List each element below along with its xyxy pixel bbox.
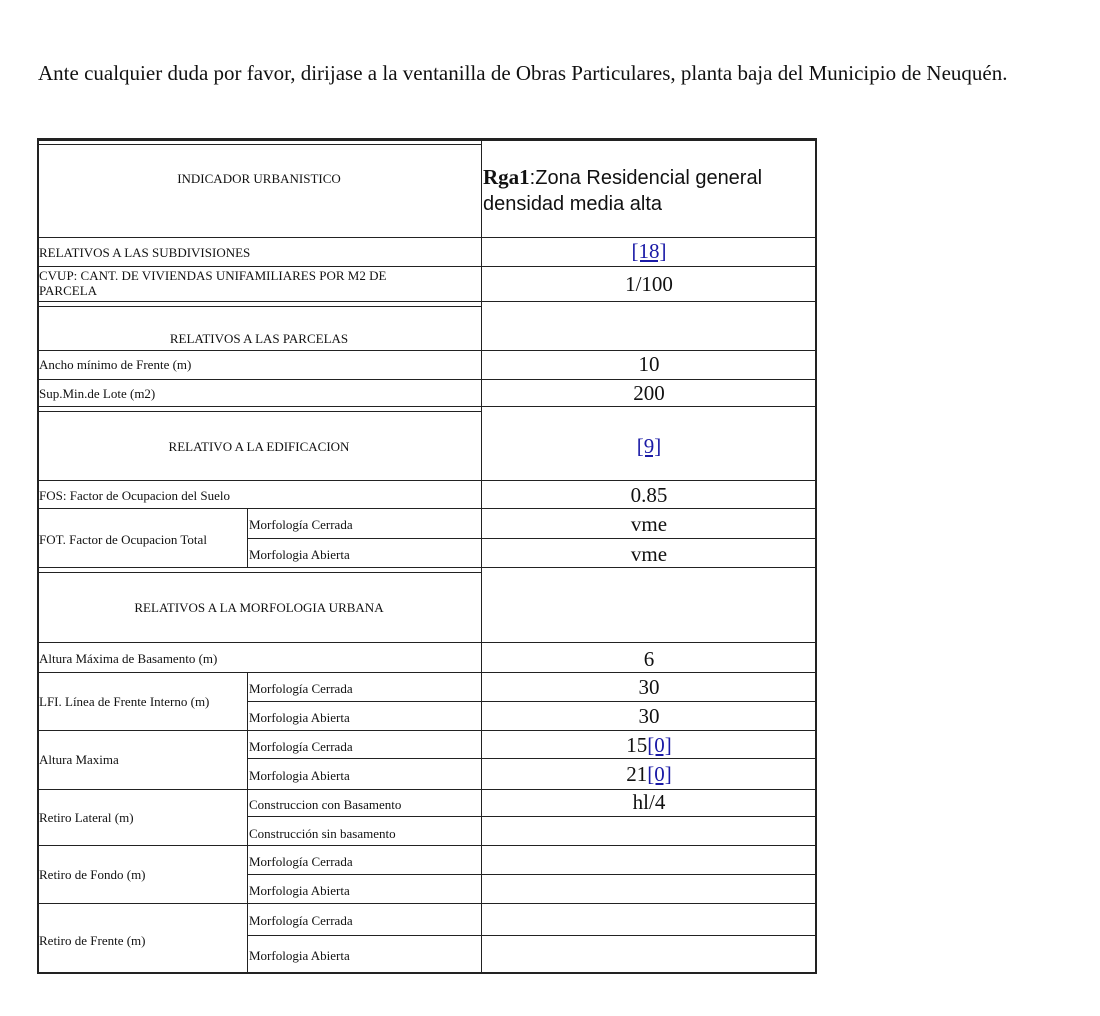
zone-title — [483, 164, 762, 191]
fot-label: FOT. Factor de Ocupacion Total — [39, 532, 207, 547]
retiro-frente-label: Retiro de Frente (m) — [39, 933, 146, 948]
edificacion-ref-cell — [481, 434, 817, 458]
row-line — [247, 816, 817, 817]
cvup-label-line1: CVUP: CANT. DE VIVIENDAS UNIFAMILIARES POR M2 DE — [39, 268, 387, 283]
row-line — [37, 730, 817, 731]
fos-label: FOS: Factor de Ocupacion del Suelo — [39, 488, 230, 503]
zone-description-line2: densidad media alta — [483, 193, 663, 215]
section-double-line — [37, 306, 481, 307]
row-line — [247, 874, 817, 875]
intro-paragraph: Ante cualquier duda por favor, dirijase a la ventanilla de Obras Particulares, planta baja del Municipio de Neuquén. — [38, 61, 1008, 85]
row-line — [37, 350, 817, 351]
lfi-label: LFI. Línea de Frente Interno (m) — [39, 694, 210, 709]
altura-cerrada-value: 15 — [626, 733, 648, 757]
altura-abierta-cell — [481, 762, 817, 786]
row-line — [37, 672, 817, 673]
ancho-frente-value: 10 — [638, 352, 660, 376]
altura-abierta-value: 21 — [626, 762, 648, 786]
rfr-abierta-label: Morfologia Abierta — [249, 948, 350, 963]
row-line — [247, 935, 817, 936]
section-double-line — [37, 572, 481, 573]
fot-abierta-label: Morfologia Abierta — [249, 547, 350, 562]
subdivisiones-label: RELATIVOS A LAS SUBDIVISIONES — [39, 245, 251, 260]
zone-description: :Zona Residencial general — [529, 167, 763, 189]
row-line — [37, 379, 817, 380]
basamento-label: Altura Máxima de Basamento (m) — [39, 651, 218, 666]
row-line — [37, 567, 817, 568]
lfi-abierta-value: 30 — [638, 704, 660, 728]
basamento-value: 6 — [643, 647, 655, 671]
section-double-line — [37, 411, 481, 412]
altura-cerrada-label: Morfología Cerrada — [249, 739, 353, 754]
subcolumn-divider-morph — [247, 672, 248, 974]
subdivisiones-ref-cell — [481, 239, 817, 263]
row-line — [37, 406, 817, 407]
retiro-fondo-label: Retiro de Fondo (m) — [39, 867, 146, 882]
ancho-frente-label: Ancho mínimo de Frente (m) — [39, 357, 192, 372]
row-line — [37, 642, 817, 643]
fot-cerrada-value: vme — [630, 512, 668, 536]
header-double-line — [37, 144, 481, 145]
rf-cerrada-label: Morfología Cerrada — [249, 854, 353, 869]
row-line — [37, 480, 817, 481]
indicator-header: INDICADOR URBANISTICO — [177, 171, 341, 186]
fot-abierta-value: vme — [630, 542, 668, 566]
fos-value: 0.85 — [630, 483, 668, 507]
rl-sin-basamento-label: Construcción sin basamento — [249, 826, 396, 841]
table-border-left — [37, 138, 39, 974]
fot-cerrada-label: Morfología Cerrada — [249, 517, 353, 532]
rl-con-basamento-label: Construccion con Basamento — [249, 797, 402, 812]
edificacion-ref-link[interactable]: [9] — [636, 434, 662, 458]
retiro-lateral-label: Retiro Lateral (m) — [39, 810, 134, 825]
rl-con-basamento-value: hl/4 — [632, 790, 666, 814]
table-border-top — [37, 138, 817, 141]
row-line — [37, 237, 817, 238]
row-line — [37, 903, 817, 904]
altura-abierta-label: Morfologia Abierta — [249, 768, 350, 783]
lfi-cerrada-value: 30 — [638, 675, 660, 699]
altura-maxima-label: Altura Maxima — [39, 752, 119, 767]
row-line — [247, 758, 817, 759]
altura-cerrada-ref-link[interactable]: [0] — [647, 733, 672, 757]
row-line — [37, 266, 817, 267]
rfr-cerrada-label: Morfología Cerrada — [249, 913, 353, 928]
cvup-value: 1/100 — [625, 272, 673, 296]
altura-cerrada-cell — [481, 733, 817, 757]
row-line — [247, 701, 817, 702]
altura-abierta-ref-link[interactable]: [0] — [647, 762, 672, 786]
rf-abierta-label: Morfologia Abierta — [249, 883, 350, 898]
cvup-label-line2: PARCELA — [39, 283, 98, 298]
row-line — [37, 845, 817, 846]
edificacion-header: RELATIVO A LA EDIFICACION — [168, 439, 350, 454]
subdivisiones-ref-link[interactable]: [18] — [631, 239, 667, 263]
morfologia-header: RELATIVOS A LA MORFOLOGIA URBANA — [134, 600, 384, 615]
lfi-abierta-label: Morfologia Abierta — [249, 710, 350, 725]
row-line — [37, 508, 817, 509]
sup-lote-label: Sup.Min.de Lote (m2) — [39, 386, 156, 401]
lfi-cerrada-label: Morfología Cerrada — [249, 681, 353, 696]
parcelas-header: RELATIVOS A LAS PARCELAS — [169, 331, 349, 346]
sup-lote-value: 200 — [633, 381, 665, 405]
row-line — [37, 301, 817, 302]
row-line — [247, 538, 817, 539]
table-border-bottom — [37, 972, 817, 974]
urban-indicators-table — [37, 138, 817, 974]
zone-code: Rga1 — [483, 165, 530, 189]
